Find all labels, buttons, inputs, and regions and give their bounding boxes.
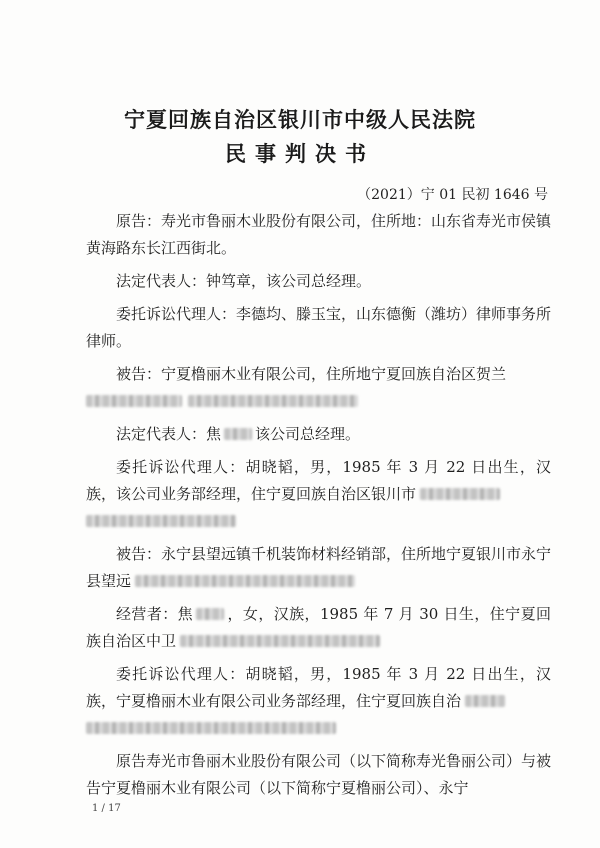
court-name: 宁夏回族自治区银川市中级人民法院: [124, 108, 476, 132]
redaction-blur: [86, 722, 336, 734]
paragraph-text: 委托诉讼代理人：胡晓韬，男，1985 年 3 月 22 日出生，汉族，该公司业务部经理，住宁夏回族自治区银川市: [86, 458, 551, 503]
paragraph-text: 原告：寿光市鲁丽木业股份有限公司，住所地：山东省寿光市侯镇黄海路东长江西街北。: [86, 212, 552, 257]
paragraph-text: 被告：永宁县望远镇千机装饰材料经销部，住所地宁夏银川市永宁县望远: [86, 545, 552, 590]
defendant-2-agent-paragraph: [86, 661, 551, 742]
redaction-blur: [180, 635, 380, 647]
page-number: 1 / 17: [92, 803, 121, 814]
defendant-2-paragraph: [86, 541, 551, 595]
paragraph-text: 法定代表人：钟笃章，该公司总经理。: [116, 272, 372, 290]
redaction-blur: [135, 575, 355, 587]
paragraph-text: 法定代表人：焦: [116, 425, 222, 443]
redaction-blur: [86, 515, 236, 527]
defendant-1-paragraph: [86, 361, 551, 415]
plaintiff-paragraph: [86, 208, 551, 262]
paragraph-text-after: 该公司总经理。: [255, 425, 361, 443]
redaction-blur: [86, 395, 182, 407]
defendant-1-legal-rep-paragraph: [86, 421, 551, 448]
redaction-blur: [465, 695, 505, 707]
judgment-body: [86, 208, 551, 808]
paragraph-text-after: ，女，汉族，1985 年 7 月 30 日生，住宁夏回族自治区中卫: [86, 605, 551, 650]
case-number: （2021）宁 01 民初 1646 号: [357, 187, 548, 203]
paragraph-text: 原告寿光市鲁丽木业股份有限公司（以下简称寿光鲁丽公司）与被告宁夏橹丽木业有限公司（以下简称宁夏橹丽公司）、永宁: [86, 752, 552, 797]
redaction-blur: [196, 608, 224, 620]
paragraph-text: 委托诉讼代理人：李德均、滕玉宝，山东德衡（潍坊）律师事务所律师。: [86, 305, 552, 350]
document-title: 民事判决书: [225, 142, 375, 166]
plaintiff-legal-rep-paragraph: [86, 268, 551, 295]
plaintiff-agent-paragraph: [86, 301, 551, 355]
redaction-blur: [188, 395, 358, 407]
paragraph-text: 委托诉讼代理人：胡晓韬，男，1985 年 3 月 22 日出生，汉族，宁夏橹丽木业有限公司业务部经理，住宁夏回族自治: [86, 665, 551, 710]
paragraph-text: 经营者：焦: [116, 605, 194, 623]
case-summary-paragraph: [86, 748, 551, 802]
defendant-2-operator-paragraph: [86, 601, 551, 655]
redaction-blur: [224, 428, 252, 440]
defendant-1-agent-paragraph: [86, 454, 551, 535]
redaction-blur: [420, 488, 500, 500]
paragraph-text: 被告：宁夏橹丽木业有限公司，住所地宁夏回族自治区贺兰: [116, 365, 507, 383]
